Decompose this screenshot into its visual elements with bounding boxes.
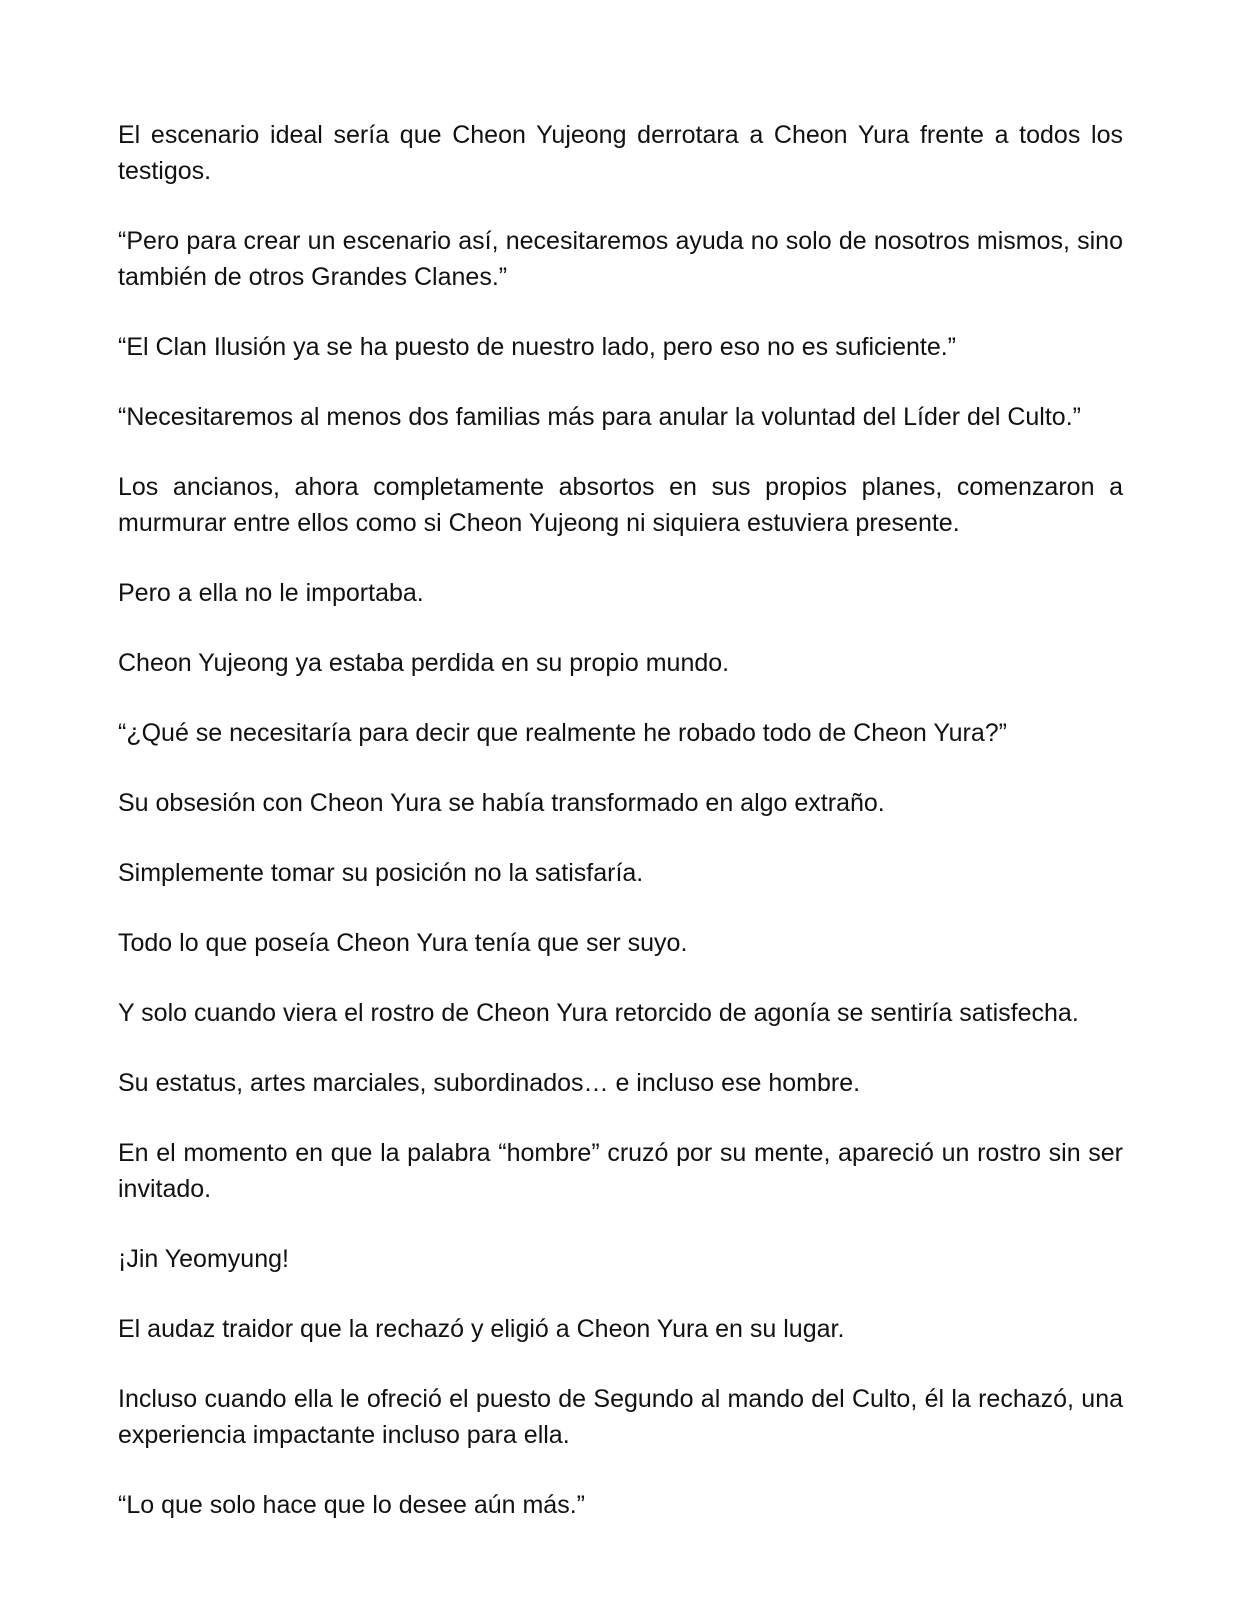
paragraph: “El Clan Ilusión ya se ha puesto de nuestro lado, pero eso no es suficiente.” — [118, 333, 957, 361]
paragraph: El escenario ideal sería que Cheon Yujeong derrotara a Cheon Yura frente a todos los testigos. — [118, 121, 1123, 185]
paragraph: Todo lo que poseía Cheon Yura tenía que ser suyo. — [118, 929, 688, 957]
paragraph: “Pero para crear un escenario así, necesitaremos ayuda no solo de nosotros mismos, sino también de otros Grandes Clanes.” — [118, 227, 1123, 291]
paragraph: Y solo cuando viera el rostro de Cheon Yura retorcido de agonía se sentiría satisfecha. — [118, 999, 1079, 1027]
paragraph: Su estatus, artes marciales, subordinados… e incluso ese hombre. — [118, 1069, 861, 1097]
paragraph: Pero a ella no le importaba. — [118, 579, 424, 607]
paragraph: En el momento en que la palabra “hombre” cruzó por su mente, apareció un rostro sin ser invitado. — [118, 1139, 1123, 1203]
paragraph: Cheon Yujeong ya estaba perdida en su propio mundo. — [118, 649, 730, 677]
paragraph: Incluso cuando ella le ofreció el puesto de Segundo al mando del Culto, él la rechazó, una experiencia impactante incluso para ella. — [118, 1385, 1123, 1449]
paragraph: “Lo que solo hace que lo desee aún más.” — [118, 1491, 585, 1519]
paragraph: “Necesitaremos al menos dos familias más para anular la voluntad del Líder del Culto.” — [118, 403, 1081, 431]
document-body — [118, 117, 1123, 1557]
paragraph: El audaz traidor que la rechazó y eligió a Cheon Yura en su lugar. — [118, 1315, 845, 1343]
paragraph: Simplemente tomar su posición no la satisfaría. — [118, 859, 644, 887]
paragraph: Su obsesión con Cheon Yura se había transformado en algo extraño. — [118, 789, 885, 817]
paragraph: ¡Jin Yeomyung! — [118, 1245, 289, 1273]
paragraph: Los ancianos, ahora completamente absortos en sus propios planes, comenzaron a murmurar entre ellos como si Cheon Yujeong ni siquiera estuviera presente. — [118, 473, 1123, 537]
paragraph: “¿Qué se necesitaría para decir que realmente he robado todo de Cheon Yura?” — [118, 719, 1007, 747]
